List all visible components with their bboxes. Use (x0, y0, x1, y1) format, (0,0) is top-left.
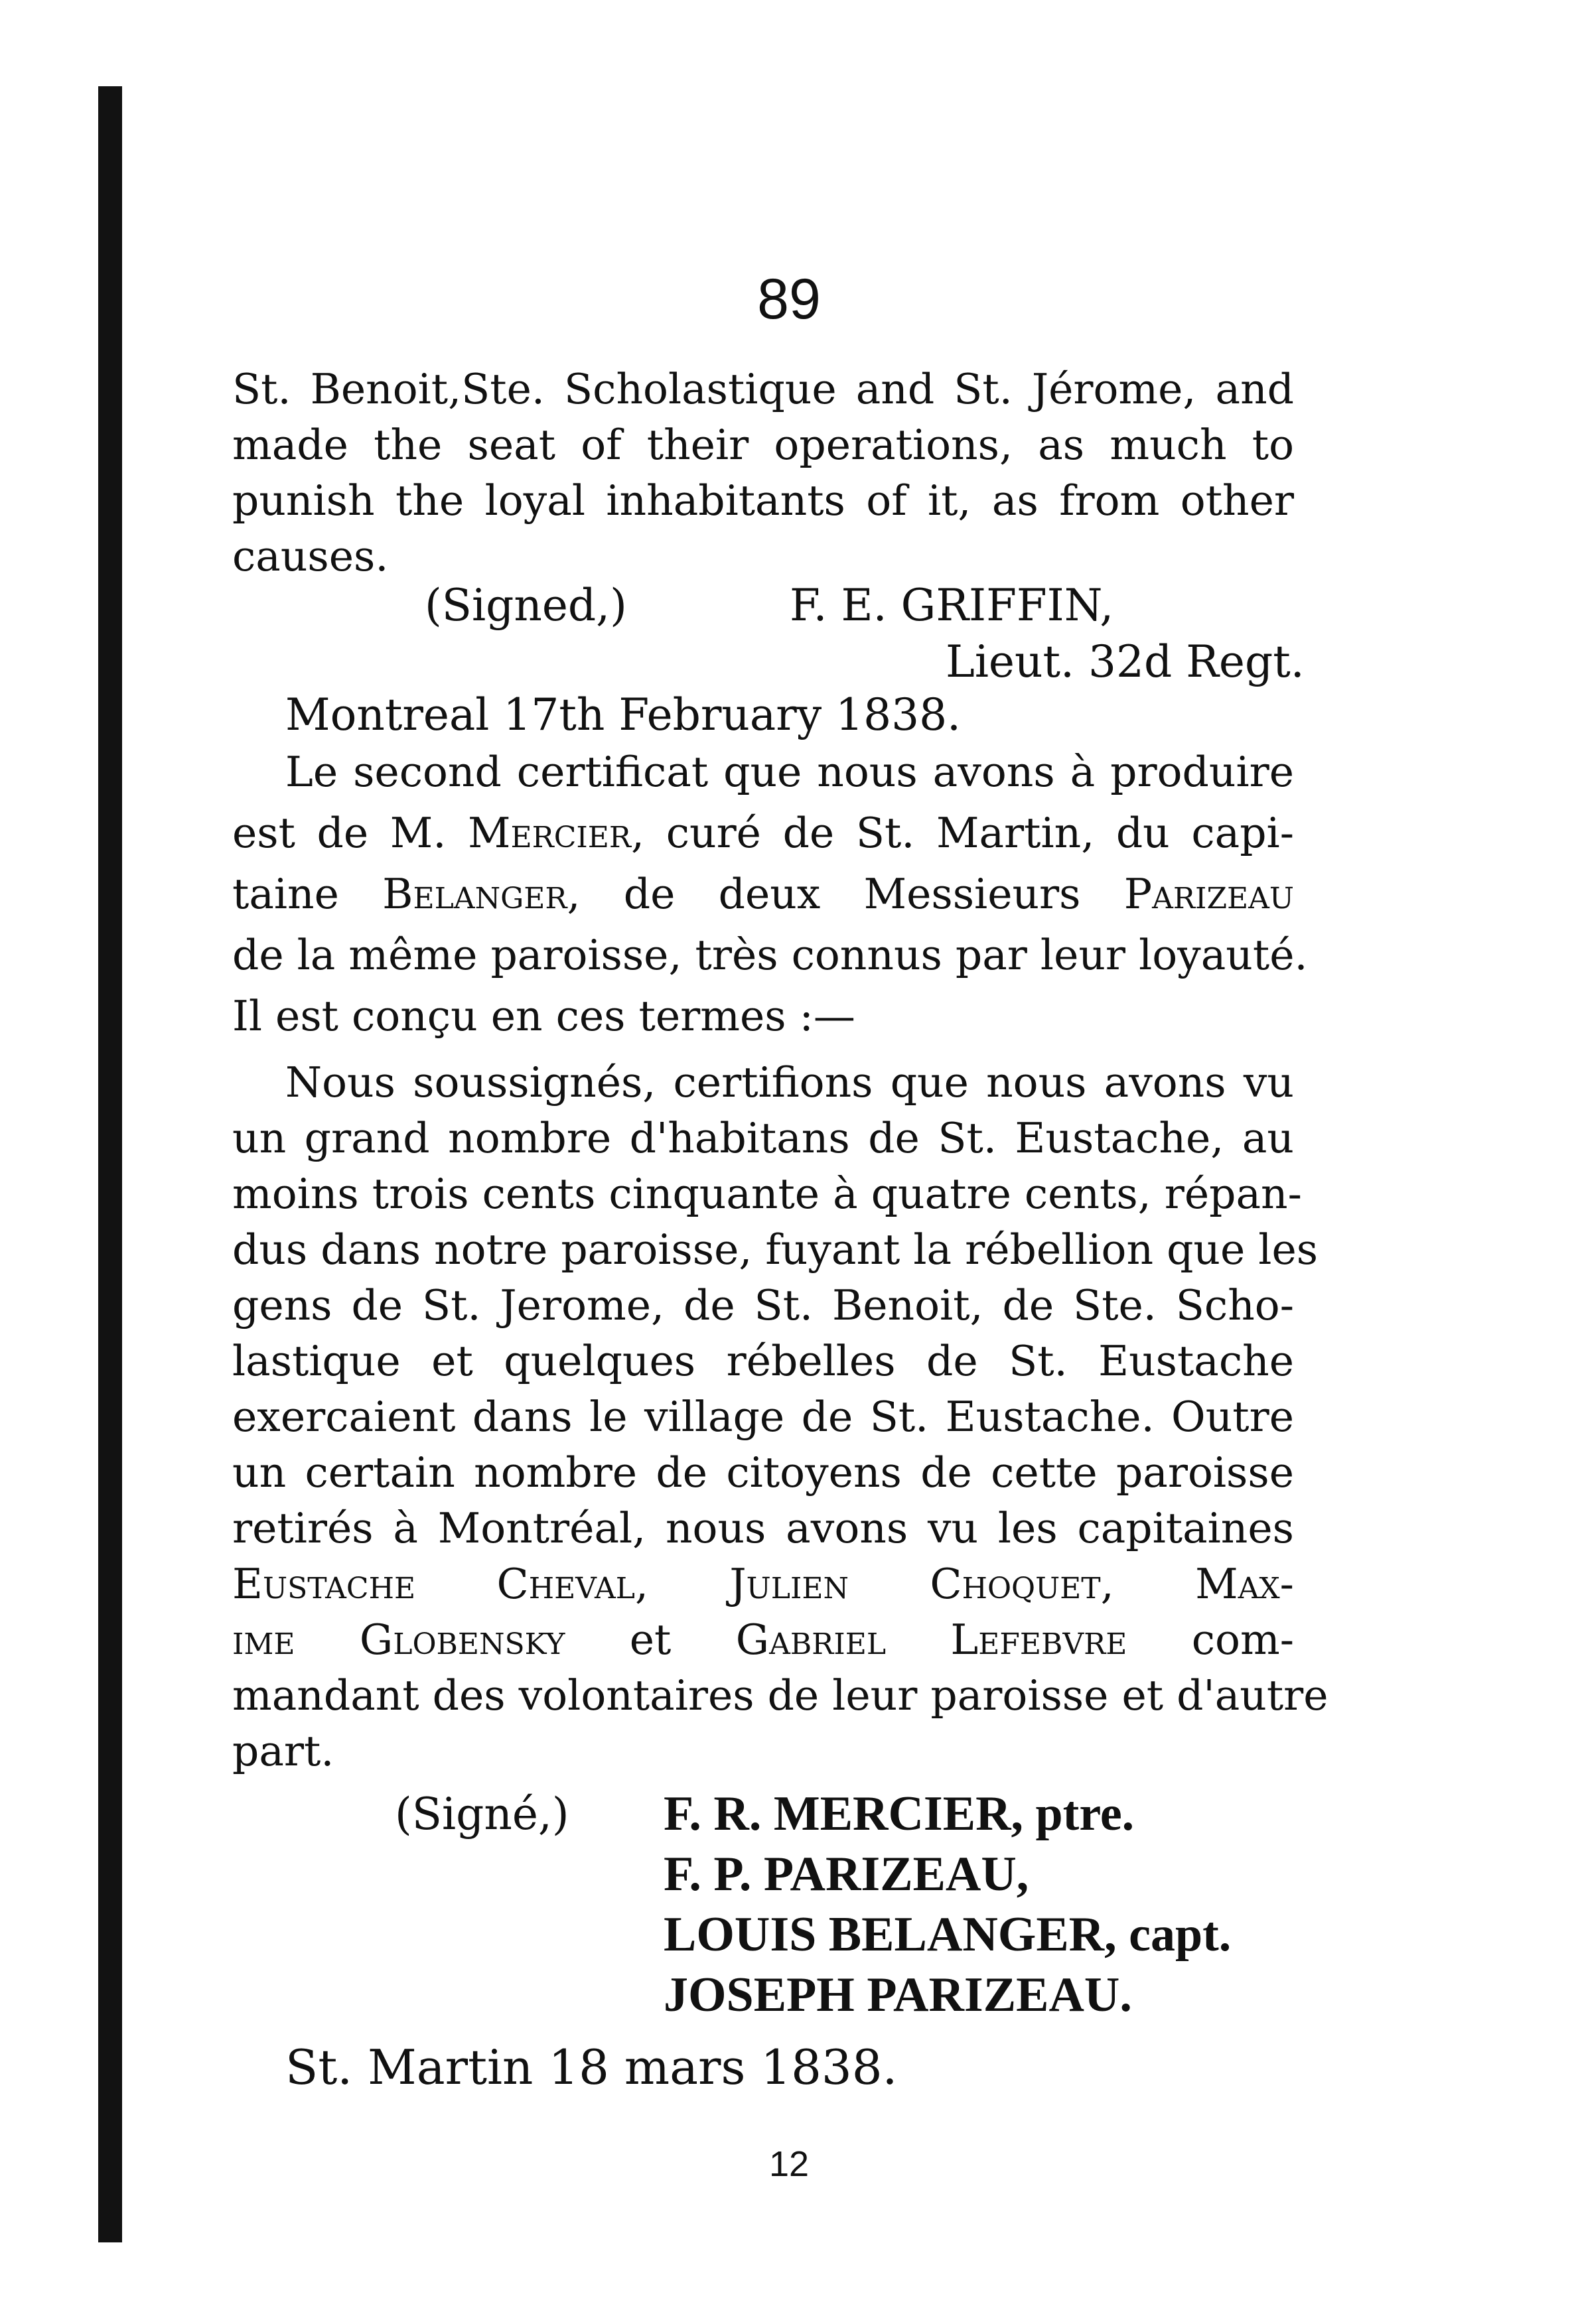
certificate-body (232, 1055, 1328, 1779)
person-name: Belanger (382, 870, 567, 918)
certificate-signer: JOSEPH PARIZEAU. (664, 1968, 1132, 2022)
book-spine-edge (98, 86, 122, 2242)
person-name: Mercier (467, 809, 632, 857)
letter-line: made the seat of their operations, as much to (232, 421, 1294, 469)
intro-line: de la même paroisse, très connus par leur loyauté. (232, 931, 1308, 979)
certificate-line: Nous soussignés, certifions que nous avons vu (285, 1058, 1294, 1107)
certificate-names-line: Eustache Cheval, Julien Choquet, Max- (232, 1560, 1294, 1608)
letter-signer-rank: Lieut. 32d Regt. (946, 636, 1305, 687)
certificate-signer: F. R. MERCIER, ptre. (664, 1787, 1135, 1841)
certificate-signer: F. P. PARIZEAU, (664, 1847, 1029, 1901)
person-name: Parizeau (1123, 870, 1294, 918)
intro-paragraph (232, 742, 1308, 1047)
certificate-line: dus dans notre paroisse, fuyant la rébellion que les (232, 1225, 1319, 1274)
person-name: Gabriel Lefebvre (735, 1615, 1127, 1664)
page-number: 89 (757, 267, 821, 331)
letter-line: punish the loyal inhabitants of it, as from other (232, 476, 1294, 525)
intro-line: Il est conçu en ces termes :— (232, 992, 855, 1040)
certificate-names-line: ime Globensky et Gabriel Lefebvre com- (232, 1615, 1294, 1664)
certificate-line: mandant des volontaires de leur paroisse et d'autre (232, 1671, 1328, 1720)
person-name: ime Globensky (232, 1615, 565, 1664)
letter-signer: F. E. GRIFFIN, (790, 580, 1114, 631)
letter-line: causes. (232, 532, 389, 581)
certificate-line: gens de St. Jerome, de St. Benoit, de Ste. Scho- (232, 1281, 1294, 1330)
certificate-line: un certain nombre de citoyens de cette paroisse (232, 1448, 1294, 1497)
letter-signed-label: (Signed,) (425, 580, 627, 631)
person-name: Max- (1195, 1560, 1294, 1608)
certificate-line: moins trois cents cinquante à quatre cents, répan- (232, 1170, 1302, 1218)
certificate-signed-label: (Signé,) (395, 1789, 569, 1840)
person-name: Julien Choquet (729, 1560, 1101, 1608)
intro-line: taine Belanger, de deux Messieurs Parizeau (232, 870, 1294, 918)
certificate-line: lastique et quelques rébelles de St. Eustache (232, 1337, 1294, 1385)
certificate-line: retirés à Montréal, nous avons vu les capitaines (232, 1504, 1294, 1552)
certificate-date: St. Martin 18 mars 1838. (285, 2039, 898, 2095)
intro-line: Le second certificat que nous avons à produire (285, 748, 1294, 796)
letter-date: Montreal 17th February 1838. (285, 689, 962, 740)
certificate-line: un grand nombre d'habitans de St. Eustache, au (232, 1114, 1294, 1162)
printer-signature-mark: 12 (768, 2144, 810, 2184)
certificate-line: part. (232, 1727, 334, 1775)
letter-line: St. Benoit,Ste. Scholastique and St. Jérome, and (232, 365, 1294, 413)
letter-body (232, 362, 1294, 584)
certificate-signer: LOUIS BELANGER, capt. (664, 1907, 1232, 1962)
certificate-line: exercaient dans le village de St. Eustache. Outre (232, 1393, 1294, 1441)
person-name: Eustache Cheval (232, 1560, 635, 1608)
intro-line: est de M. Mercier, curé de St. Martin, du capi- (232, 809, 1294, 857)
